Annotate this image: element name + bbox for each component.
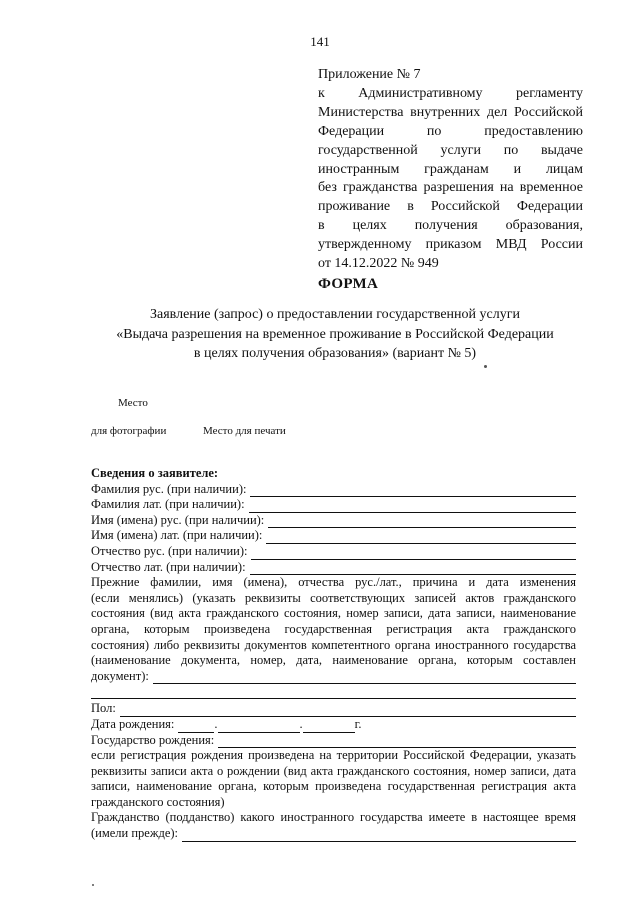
title-line: в целях получения образования» (вариант № 5): [193, 346, 477, 361]
appendix-line: проживание в Российской Федерации: [318, 199, 583, 215]
birth-month-field[interactable]: [218, 721, 300, 733]
birth-day-field[interactable]: [178, 721, 214, 733]
sex-field[interactable]: [120, 705, 576, 717]
previous-names-field[interactable]: [153, 672, 576, 684]
citizenship-block: [91, 810, 576, 841]
surname-ru-row: [91, 482, 576, 498]
page-number: 141: [310, 34, 330, 49]
title-line: «Выдача разрешения на временное проживание в Российской Федерации: [116, 326, 554, 342]
birth-year-field[interactable]: [303, 721, 355, 733]
appendix-line: от 14.12.2022 № 949: [318, 256, 439, 272]
appendix-line: Министерства внутренних дел Российской: [318, 104, 583, 120]
appendix-line: в целях получения образования,: [318, 218, 583, 234]
applicant-section: [91, 466, 576, 842]
surname-ru-field[interactable]: [250, 485, 576, 497]
name-lat-field[interactable]: [266, 532, 576, 544]
previous-names-row: [91, 669, 576, 685]
surname-ru-label: Фамилия рус. (при наличии):: [91, 481, 247, 496]
title-line: Заявление (запрос) о предоставлении государственной услуги: [150, 307, 520, 322]
appendix-line: иностранным гражданам и лицам: [318, 161, 583, 177]
appendix-line: Приложение № 7: [318, 67, 421, 82]
birth-record-line: гражданского состояния): [91, 794, 225, 809]
previous-names-line: состояния (вид акта гражданского состояния, номер записи, дата записи, наименование: [91, 606, 576, 621]
name-ru-field[interactable]: [268, 516, 576, 528]
stamp-place: Место для печати: [203, 425, 286, 437]
birth-record-block: [91, 748, 576, 810]
birth-date-separator: .: [299, 716, 303, 731]
previous-names-block: [91, 575, 576, 699]
patronymic-lat-row: [91, 560, 576, 576]
applicant-heading: Сведения о заявителе:: [91, 466, 219, 480]
citizenship-field[interactable]: [182, 830, 576, 842]
name-ru-row: [91, 513, 576, 529]
birth-date-row: [91, 717, 576, 733]
appendix-line: без гражданства разрешения на временное: [318, 180, 583, 196]
patronymic-ru-label: Отчество рус. (при наличии):: [91, 543, 248, 558]
birth-record-line: реквизиты записи акта о рождении (вид акта гражданского состояния, номер записи, дата: [91, 763, 576, 778]
birth-country-row: [91, 733, 576, 749]
scan-speck: [484, 365, 487, 368]
previous-names-line: состояния) либо реквизиты документов компетентного органа иностранного государства: [91, 637, 576, 652]
surname-lat-row: [91, 497, 576, 513]
appendix-line: к Административному регламенту: [318, 85, 583, 101]
citizenship-label: (имели прежде):: [91, 826, 179, 841]
birth-record-line: если регистрация рождения произведена на территории Российской Федерации, указать: [91, 748, 576, 763]
birth-country-label: Государство рождения:: [91, 732, 215, 747]
name-lat-label: Имя (имена) лат. (при наличии):: [91, 528, 263, 543]
previous-names-line: органа, которым произведена государственная регистрация акта гражданского: [91, 621, 576, 636]
sex-row: [91, 701, 576, 717]
sex-label: Пол:: [91, 701, 116, 716]
appendix-line: Федерации по предоставлению: [318, 123, 583, 139]
form-title: [80, 305, 590, 364]
citizenship-line: Гражданство (подданство) какого иностранного государства имеете в настоящее время: [91, 810, 576, 825]
birth-country-field[interactable]: [218, 736, 576, 748]
birth-date-label: Дата рождения:: [91, 716, 175, 731]
birth-date-separator: .: [214, 716, 218, 731]
appendix-line: государственной услуги по выдаче: [318, 142, 583, 158]
name-lat-row: [91, 528, 576, 544]
surname-lat-label: Фамилия лат. (при наличии):: [91, 497, 245, 512]
photo-place-line1: Место: [118, 397, 148, 409]
scan-speck: [92, 884, 94, 886]
previous-names-label: документ):: [91, 668, 149, 683]
previous-names-line: Прежние фамилии, имя (имена), отчества рус./лат., причина и дата изменения: [91, 575, 576, 590]
previous-names-line: (наименование документа, номер, дата, наименование органа, которым составлен: [91, 653, 576, 668]
appendix-header: [318, 66, 583, 274]
previous-names-line: (если менялись) (указать реквизиты соответствующих записей актов гражданского: [91, 590, 576, 605]
appendix-line: утвержденному приказом МВД России: [318, 237, 583, 253]
previous-names-field-extra[interactable]: [91, 684, 576, 699]
patronymic-lat-label: Отчество лат. (при наличии):: [91, 559, 246, 574]
birth-record-line: записи, наименование органа, которым произведена государственная регистрация акта: [91, 779, 576, 794]
birth-year-suffix: г.: [354, 716, 362, 731]
form-heading: ФОРМА: [318, 276, 379, 292]
patronymic-ru-row: [91, 544, 576, 560]
citizenship-row: [91, 826, 576, 842]
surname-lat-field[interactable]: [249, 501, 576, 513]
name-ru-label: Имя (имена) рус. (при наличии):: [91, 512, 265, 527]
patronymic-lat-field[interactable]: [250, 563, 576, 575]
photo-place-line2: для фотографии: [91, 425, 167, 437]
patronymic-ru-field[interactable]: [251, 548, 576, 560]
